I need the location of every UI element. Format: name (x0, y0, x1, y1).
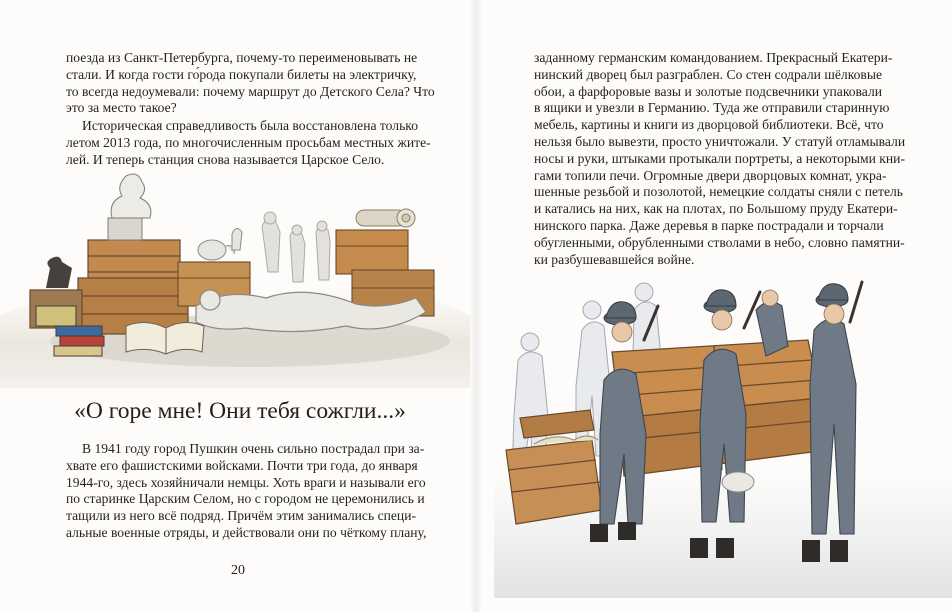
text-line: хвате его фашистскими войсками. Почти три года, до января (66, 457, 418, 473)
text-line: тащили из него всё подряд. Причём этим занимались специ- (66, 508, 416, 524)
left-paragraph-2 (66, 118, 431, 168)
text-line: шенные резьбой и позолотой, немецкие солдаты сняли с петель (534, 184, 904, 200)
text-line: летом 2013 года, по многочисленным просьбам местных жите- (66, 134, 431, 150)
text-line: альные военные отряды, и действовали они по чёткому плану, (66, 524, 427, 540)
left-paragraph-3 (66, 441, 427, 542)
text-line: стали. И когда гости го́рода покупали билеты на электричку, (66, 66, 417, 82)
text-line: обои, а фарфоровые вазы и золотые подсвечники упаковали (534, 83, 882, 99)
text-line: и катались на них, как на плотах, по Большому пруду Екатери- (534, 201, 898, 217)
text-line: заданному германским командованием. Прекрасный Екатери- (534, 50, 893, 65)
text-line: по старинке Царским Селом, но с городом не церемонились и (66, 491, 425, 507)
text-line: в ящики и увезли в Германию. Туда же отправили старинную (534, 100, 890, 116)
text-line: ки разбушевавшейся войне. (534, 251, 695, 267)
right-page (476, 0, 952, 612)
page-number: 20 (231, 563, 245, 578)
text-line: нинский дворец был разграблен. Со стен содрали шёлковые (534, 66, 882, 82)
text-line: нинского парка. Даже деревья в парке пострадали и торчали (534, 217, 884, 233)
text-line: гами топили печи. Огромные двери дворцовых комнат, укра- (534, 167, 887, 183)
text-line: нельзя было вывезти, просто уничтожали. У статуй отламывали (534, 133, 906, 149)
soldiers-carrying-crate-illustration (494, 270, 952, 598)
text-line: Историческая справедливость была восстановлена только (82, 118, 418, 133)
text-line: то всегда недоумевали: почему маршрут до Детского Села? Что (66, 83, 435, 99)
text-line: В 1941 году город Пушкин очень сильно пострадал при за- (82, 441, 425, 456)
chapter-heading: «О горе мне! Они тебя сожгли...» (74, 398, 406, 424)
left-paragraph-1 (66, 50, 435, 117)
text-line: обугленными, обрубленными стволами в небо, словно памятни- (534, 234, 905, 250)
text-line: поезда из Санкт-Петербурга, почему-то переименовывать не (66, 50, 418, 65)
right-paragraph-1 (534, 50, 906, 268)
text-line: это за место такое? (66, 100, 177, 116)
text-line: носы и руки, штыками протыкали портреты, а некоторыми кни- (534, 150, 905, 166)
text-line: 1944-го, здесь хозяйничали немцы. Хоть враги и называли его (66, 474, 426, 490)
text-line: мебель, картины и книги из дворцовой библиотеки. Всё, что (534, 117, 884, 133)
text-line: лей. И теперь станция снова называется Царское Село. (66, 151, 385, 167)
looted-treasures-illustration (0, 166, 470, 388)
